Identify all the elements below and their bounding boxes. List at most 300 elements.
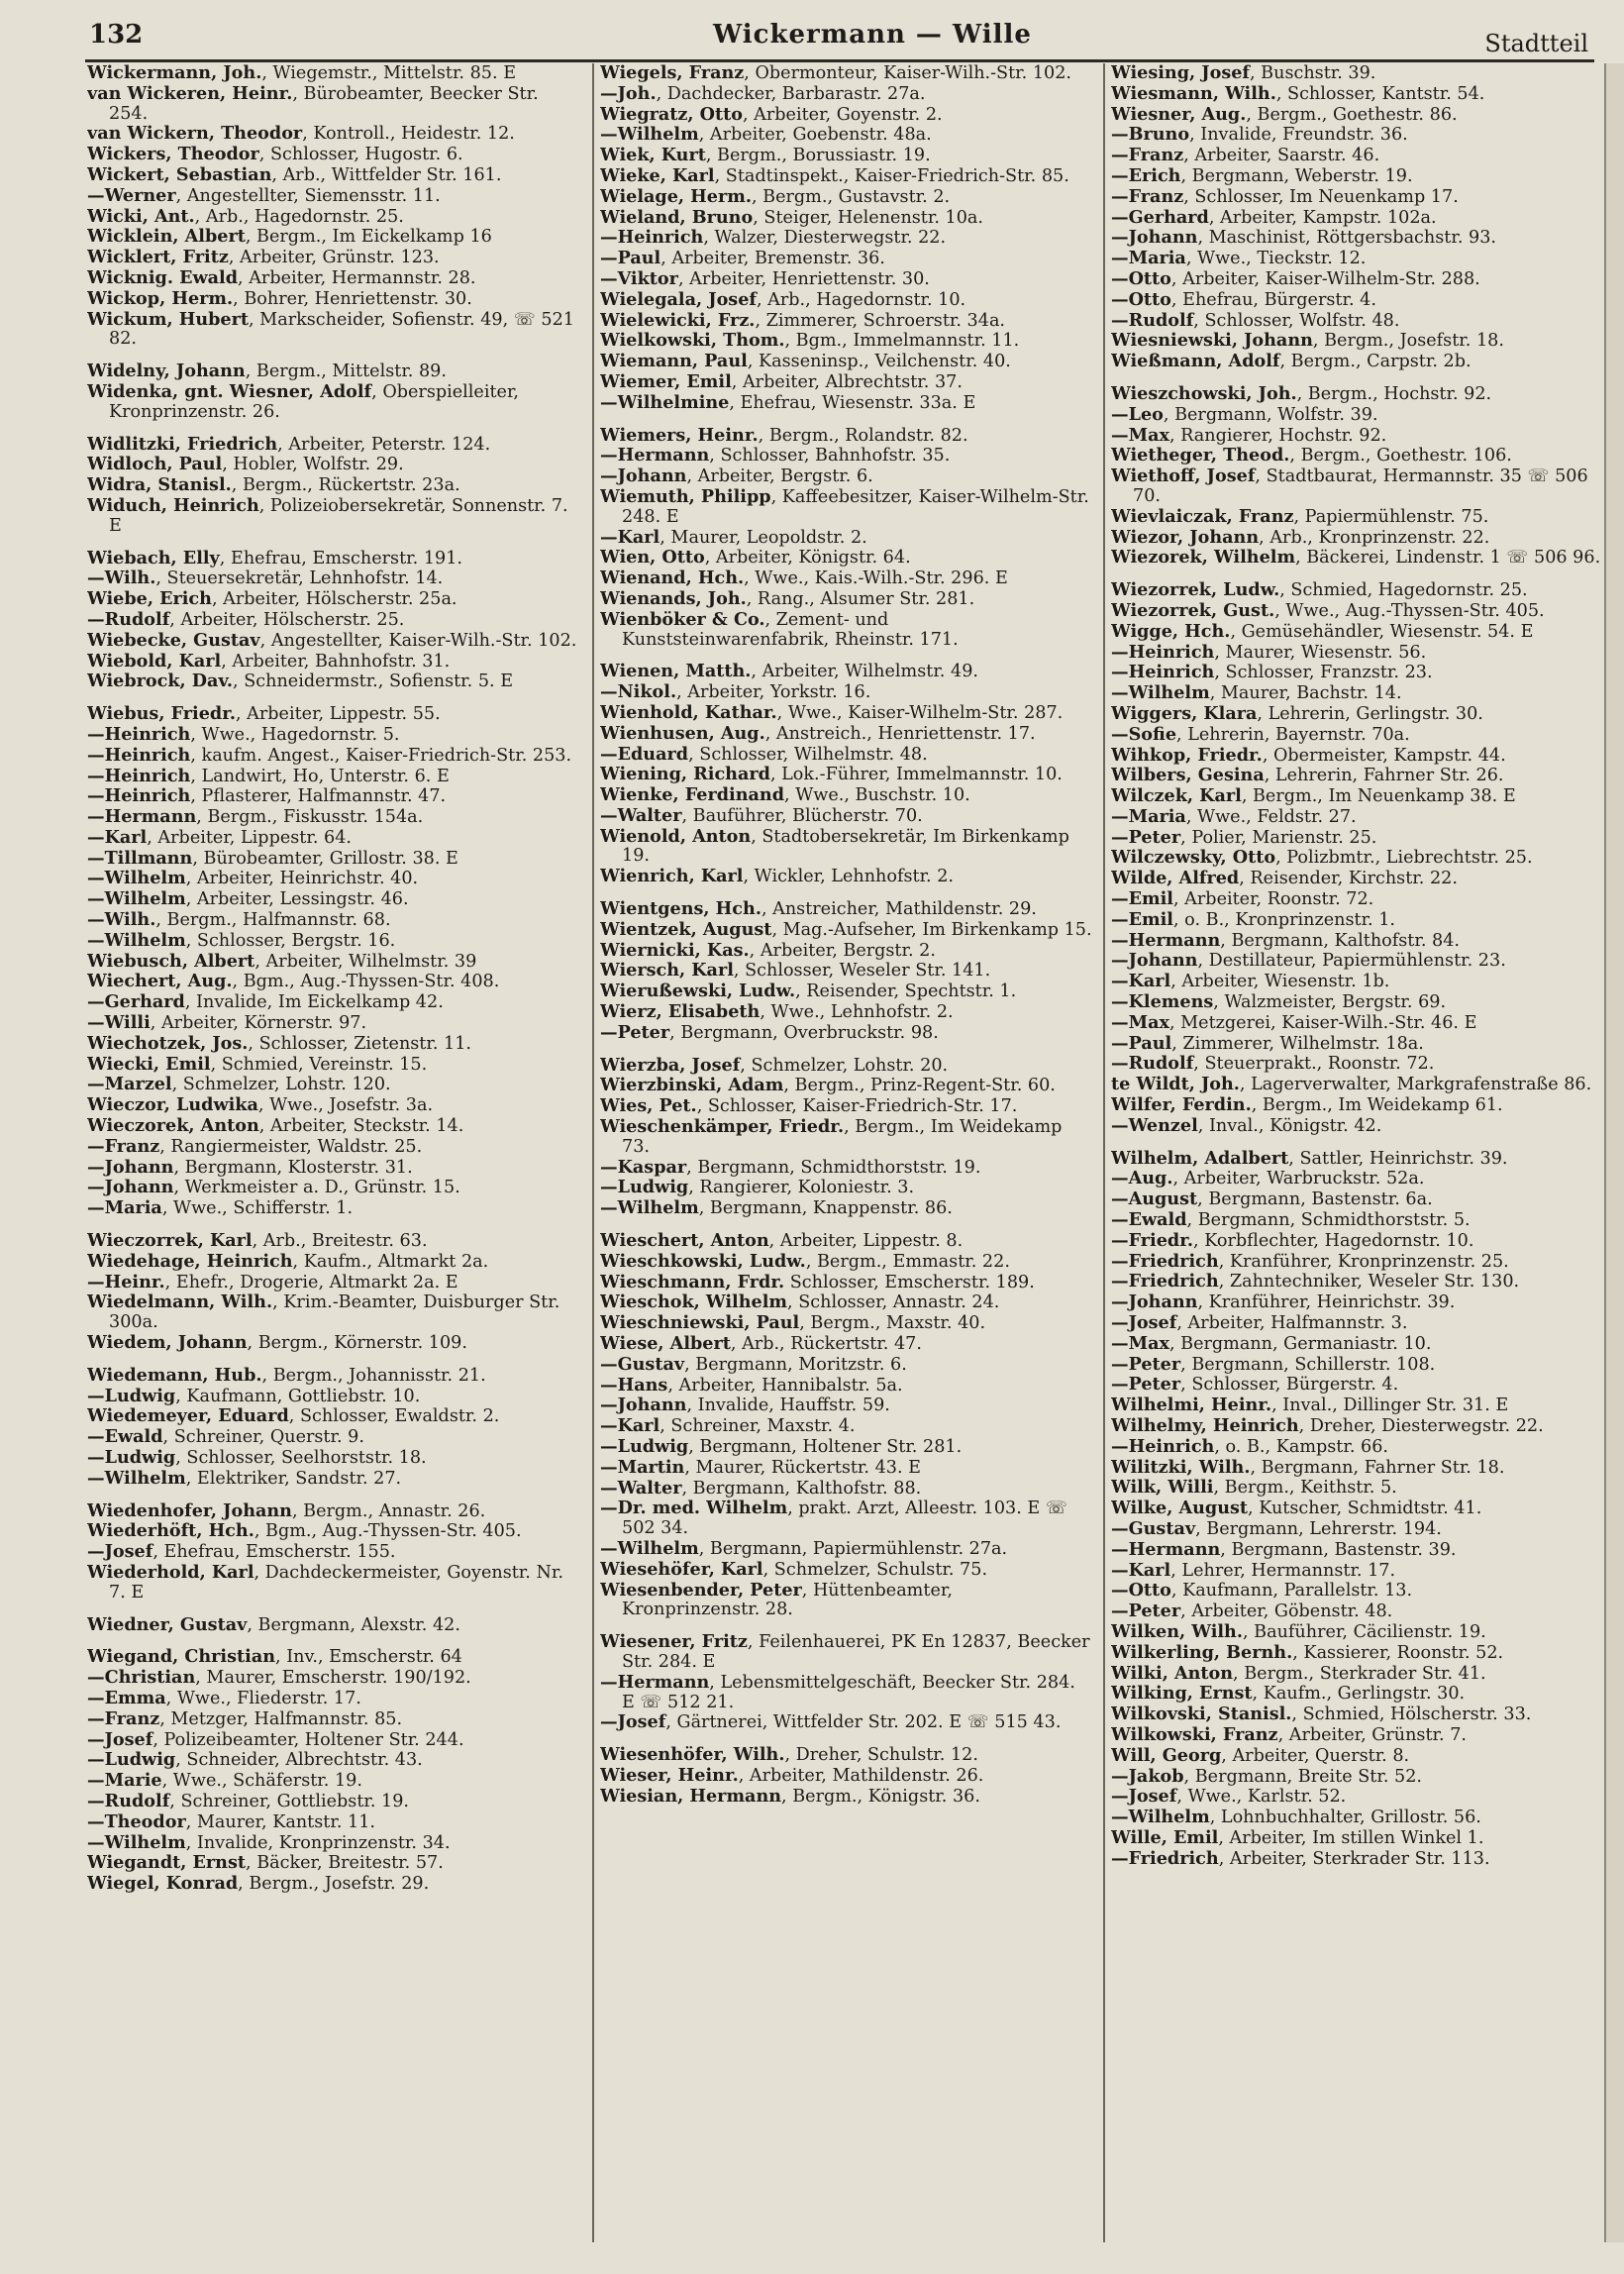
directory-entry bbox=[1111, 725, 1604, 746]
directory-entry bbox=[1111, 1643, 1604, 1664]
entry-details: , Lehrer, Hermannstr. 17. bbox=[1170, 1560, 1396, 1581]
directory-entry bbox=[1111, 290, 1604, 311]
entry-details: , Schlosser, Hugostr. 6. bbox=[258, 145, 463, 165]
directory-entry bbox=[1111, 269, 1604, 290]
entry-name: —Friedr. bbox=[1111, 1230, 1194, 1251]
entry-name: —Joh. bbox=[600, 83, 657, 104]
directory-entry bbox=[87, 807, 582, 828]
entry-details: , Schmied, Vereinstr. 15. bbox=[210, 1054, 428, 1075]
entry-details: , Bgm., Aug.-Thyssen-Str. 405. bbox=[254, 1521, 522, 1542]
entry-details: , Maurer, Leopoldstr. 2. bbox=[660, 527, 867, 548]
directory-entry bbox=[1111, 166, 1604, 187]
entry-details: , Steuersekretär, Lehnhofstr. 14. bbox=[155, 568, 444, 589]
entry-details: , Maurer, Bachstr. 14. bbox=[1209, 683, 1402, 704]
entry-details: , Polizbmtr., Liebrechtstr. 25. bbox=[1275, 848, 1533, 869]
entry-name: Wieschert, Anton bbox=[600, 1231, 769, 1252]
entry-details: , Lehrerin, Bayernstr. 70a. bbox=[1176, 724, 1410, 745]
directory-entry bbox=[87, 145, 582, 165]
entry-details: , Arbeiter, Lippestr. 64. bbox=[147, 827, 352, 848]
directory-entry bbox=[1111, 1210, 1604, 1231]
directory-entry bbox=[600, 331, 1093, 352]
directory-entry bbox=[600, 528, 1093, 549]
entry-name: Wiedehage, Heinrich bbox=[87, 1251, 293, 1272]
entry-details: , Schneidermstr., Sofienstr. 5. E bbox=[233, 672, 514, 692]
directory-entry bbox=[87, 672, 582, 692]
directory-entry bbox=[87, 455, 582, 475]
directory-entry bbox=[1111, 125, 1604, 146]
entry-details: Schlosser, Emscherstr. 189. bbox=[784, 1272, 1035, 1292]
entry-name: —Emil bbox=[1111, 909, 1173, 930]
directory-entry bbox=[87, 589, 582, 610]
entry-name: —Heinrich bbox=[87, 766, 191, 786]
directory-entry bbox=[600, 446, 1093, 466]
entry-details: , Bergmann, Alexstr. 42. bbox=[247, 1614, 460, 1635]
entry-details: , Arbeiter, Yorkstr. 16. bbox=[676, 682, 871, 703]
entry-name: —Jakob bbox=[1111, 1766, 1184, 1787]
directory-entry bbox=[87, 1521, 582, 1542]
entry-details: , Invalide, Freundstr. 36. bbox=[1189, 125, 1408, 146]
entry-details: , Bergm., Rückertstr. 23a. bbox=[231, 475, 460, 496]
entry-name: Wickert, Sebastian bbox=[87, 164, 272, 185]
entry-details: , Lok.-Führer, Immelmannstr. 10. bbox=[769, 765, 1063, 785]
entry-details: , prakt. Arzt, Alleestr. 103. E ☏ 502 34. bbox=[622, 1499, 1067, 1539]
entry-name: —Tillmann bbox=[87, 848, 193, 869]
directory-entry bbox=[600, 827, 1093, 868]
directory-entry bbox=[87, 952, 582, 973]
directory-entry bbox=[87, 1095, 582, 1116]
entry-details: , Wwe., Tieckstr. 12. bbox=[1185, 249, 1367, 269]
directory-entry bbox=[87, 725, 582, 746]
directory-entry bbox=[1111, 405, 1604, 426]
entry-details: , Wickler, Lehnhofstr. 2. bbox=[743, 867, 955, 887]
directory-entry bbox=[1111, 466, 1604, 507]
entry-name: Wietheger, Theod. bbox=[1111, 446, 1290, 466]
directory-entry bbox=[1111, 992, 1604, 1013]
entry-details: , Schmelzer, Lohstr. 20. bbox=[740, 1055, 949, 1076]
entry-name: Wilfer, Ferdin. bbox=[1111, 1095, 1252, 1116]
directory-entry bbox=[1111, 249, 1604, 269]
entry-details: , Bergmann, Schmidthorststr. 5. bbox=[1186, 1210, 1471, 1231]
entry-details: , Oberspielleiter, Kronprinzenstr. 26. bbox=[109, 381, 520, 422]
column-2 bbox=[600, 63, 1093, 1808]
entry-details: , Bergm., Johannisstr. 21. bbox=[261, 1365, 486, 1386]
entry-name: Wierußewski, Ludw. bbox=[600, 982, 796, 1002]
entry-details: , Bergm., Sterkrader Str. 41. bbox=[1233, 1663, 1486, 1684]
directory-entry bbox=[600, 899, 1093, 920]
entry-details: , Arb., Hagedornstr. 10. bbox=[756, 289, 966, 310]
entry-name: —Heinrich bbox=[1111, 1436, 1215, 1457]
directory-entry bbox=[600, 426, 1093, 447]
entry-name: Wienold, Anton bbox=[600, 826, 752, 847]
entry-name: Wiemann, Paul bbox=[600, 352, 748, 372]
entry-name: Widenka, gnt. Wiesner, Adolf bbox=[87, 381, 372, 402]
entry-name: —Paul bbox=[1111, 1033, 1172, 1054]
directory-entry bbox=[87, 1771, 582, 1792]
entry-name: —Gustav bbox=[1111, 1518, 1196, 1539]
entry-name: —Max bbox=[1111, 425, 1169, 446]
directory-entry bbox=[600, 1766, 1093, 1787]
entry-details: , Stadtbaurat, Hermannstr. 35 ☏ 506 70. bbox=[1133, 466, 1588, 506]
directory-entry bbox=[1111, 1787, 1604, 1808]
section-label: Stadtteil bbox=[1484, 30, 1588, 57]
entry-name: Wickum, Hubert bbox=[87, 309, 249, 330]
entry-details: , Bergmann, Overbruckstr. 98. bbox=[669, 1022, 939, 1043]
directory-entry bbox=[600, 785, 1093, 806]
entry-details: , Bergmann, Breite Str. 52. bbox=[1183, 1766, 1422, 1787]
entry-details: , Kaufmann, Parallelstr. 13. bbox=[1170, 1581, 1413, 1602]
directory-entry bbox=[87, 1387, 582, 1407]
entry-details: , Bergmann, Wolfstr. 39. bbox=[1163, 404, 1378, 425]
directory-entry bbox=[600, 1117, 1093, 1158]
entry-name: —Wilhelm bbox=[87, 1468, 186, 1489]
entry-name: Wickop, Herm. bbox=[87, 288, 234, 309]
entry-name: Wilkovski, Stanisl. bbox=[1111, 1705, 1292, 1725]
entry-name: Wiesner, Aug. bbox=[1111, 104, 1247, 125]
running-title: Wickermann — Wille bbox=[713, 20, 1032, 50]
directory-entry bbox=[600, 1023, 1093, 1044]
entry-name: —Eduard bbox=[600, 744, 689, 765]
entry-name: Wilkerling, Bernh. bbox=[1111, 1642, 1293, 1663]
directory-entry bbox=[600, 745, 1093, 766]
directory-entry bbox=[87, 1137, 582, 1158]
entry-details: , Maurer, Kantstr. 11. bbox=[185, 1811, 375, 1832]
directory-entry bbox=[87, 1252, 582, 1273]
directory-entry bbox=[87, 1178, 582, 1198]
directory-entry bbox=[600, 1158, 1093, 1179]
entry-details: , Bergmann, Weberstr. 19. bbox=[1180, 165, 1413, 186]
directory-entry bbox=[600, 920, 1093, 941]
directory-entry bbox=[1111, 331, 1604, 352]
entry-details: , Arbeiter, Lippestr. 55. bbox=[235, 704, 441, 725]
entry-name: Wiebrock, Dav. bbox=[87, 672, 234, 692]
directory-entry bbox=[87, 1501, 582, 1522]
directory-entry bbox=[1111, 746, 1604, 767]
directory-entry bbox=[600, 1458, 1093, 1479]
directory-entry bbox=[87, 165, 582, 186]
entry-name: —Wilhelm bbox=[87, 930, 186, 951]
entry-name: Wientgens, Hch. bbox=[600, 899, 761, 920]
entry-name: Wieczorek, Anton bbox=[87, 1116, 259, 1137]
entry-details: , Kaufmann, Gottliebstr. 10. bbox=[175, 1386, 421, 1406]
entry-details: , Obermonteur, Kaiser-Wilh.-Str. 102. bbox=[744, 63, 1072, 83]
entry-name: Wieschniewski, Paul bbox=[600, 1313, 800, 1334]
entry-name: Wieke, Karl bbox=[600, 165, 715, 186]
entry-name: —Emil bbox=[1111, 889, 1173, 910]
entry-details: , Kontroll., Heidestr. 12. bbox=[302, 124, 515, 145]
entry-name: Wiegratz, Otto bbox=[600, 104, 743, 125]
directory-entry bbox=[87, 1709, 582, 1730]
directory-entry bbox=[1111, 228, 1604, 249]
entry-name: Wienke, Ferdinand bbox=[600, 785, 785, 806]
entry-details: , Bäckerei, Lindenstr. 1 ☏ 506 96. bbox=[1295, 548, 1601, 568]
entry-details: , Arbeiter, Kaiser-Wilhelm-Str. 288. bbox=[1170, 268, 1480, 289]
entry-details: , Steiger, Helenenstr. 10a. bbox=[753, 207, 983, 228]
entry-details: , Inv., Emscherstr. 64 bbox=[275, 1647, 462, 1668]
entry-name: Wienrich, Karl bbox=[600, 867, 744, 887]
entry-details: , Wwe., Lehnhofstr. 2. bbox=[760, 1002, 954, 1023]
entry-name: Wiebe, Erich bbox=[87, 589, 212, 610]
directory-entry bbox=[600, 1198, 1093, 1219]
directory-entry bbox=[87, 869, 582, 889]
directory-entry bbox=[87, 1231, 582, 1252]
entry-gap bbox=[87, 1490, 582, 1501]
entry-details: , Polizeiobersekretär, Sonnenstr. 7. E bbox=[109, 495, 568, 536]
entry-details: , Stadtobersekretär, Im Birkenkamp 19. bbox=[622, 826, 1069, 867]
directory-entry bbox=[1111, 951, 1604, 972]
directory-entry bbox=[1111, 1664, 1604, 1685]
directory-entry bbox=[87, 767, 582, 787]
entry-name: —Klemens bbox=[1111, 992, 1214, 1013]
entry-details: , Arbeiter, Bahnhofstr. 31. bbox=[221, 651, 451, 672]
directory-entry bbox=[87, 704, 582, 725]
entry-details: , Arbeiter, Mathildenstr. 26. bbox=[738, 1765, 984, 1786]
directory-entry bbox=[1111, 1149, 1604, 1170]
page-number: 132 bbox=[89, 20, 144, 50]
entry-details: , Bergm., Mittelstr. 89. bbox=[245, 362, 447, 382]
entry-details: , Schmied, Hölscherstr. 33. bbox=[1291, 1705, 1532, 1725]
directory-entry bbox=[600, 662, 1093, 682]
directory-entry bbox=[87, 1615, 582, 1636]
entry-name: Wiebold, Karl bbox=[87, 651, 222, 672]
directory-entry bbox=[87, 63, 582, 84]
entry-name: —Ludwig bbox=[87, 1448, 176, 1468]
entry-details: , Invalide, Kronprinzenstr. 34. bbox=[185, 1832, 451, 1853]
entry-gap bbox=[87, 423, 582, 435]
entry-name: —Martin bbox=[600, 1457, 685, 1478]
directory-entry bbox=[1111, 663, 1604, 683]
entry-name: te Wildt, Joh. bbox=[1111, 1075, 1240, 1095]
directory-entry bbox=[87, 746, 582, 767]
entry-name: van Wickeren, Heinr. bbox=[87, 83, 293, 104]
entry-gap bbox=[87, 1635, 582, 1647]
entry-name: —Maria bbox=[1111, 249, 1186, 269]
entry-name: Wiebusch, Albert bbox=[87, 951, 255, 972]
entry-name: —Emma bbox=[87, 1688, 166, 1708]
entry-name: —Johann bbox=[87, 1157, 174, 1178]
entry-details: , Schlosser, Bahnhofstr. 35. bbox=[709, 446, 951, 466]
entry-name: Wieczor, Ludwika bbox=[87, 1095, 258, 1116]
entry-details: , Bergmann, Holtener Str. 281. bbox=[688, 1437, 963, 1457]
entry-name: —Karl bbox=[1111, 972, 1171, 992]
directory-entry bbox=[1111, 601, 1604, 622]
entry-name: Wiedner, Gustav bbox=[87, 1614, 248, 1635]
directory-entry bbox=[87, 992, 582, 1013]
entry-name: Wiegandt, Ernst bbox=[87, 1853, 247, 1874]
entry-details: , Ehefrau, Wiesenstr. 33a. E bbox=[729, 392, 976, 413]
directory-entry bbox=[600, 1076, 1093, 1096]
entry-details: , Schlosser, Im Neuenkamp 17. bbox=[1183, 186, 1459, 207]
entry-details: , Maurer, Wiesenstr. 56. bbox=[1214, 642, 1427, 663]
directory-entry bbox=[1111, 507, 1604, 528]
directory-entry bbox=[600, 1313, 1093, 1334]
entry-details: , Hüttenbeamter, Kronprinzenstr. 28. bbox=[622, 1580, 953, 1620]
entry-details: , Wwe., Buschstr. 10. bbox=[784, 785, 970, 806]
entry-name: Wiederhöft, Hch. bbox=[87, 1521, 254, 1542]
entry-name: —Franz bbox=[1111, 146, 1184, 166]
entry-name: Wiezorrek, Gust. bbox=[1111, 600, 1275, 621]
directory-entry bbox=[600, 806, 1093, 827]
entry-name: —Dr. med. Wilhelm bbox=[600, 1499, 788, 1519]
entry-details: , Bergm., Annastr. 26. bbox=[291, 1500, 486, 1521]
entry-gap bbox=[87, 1219, 582, 1231]
entry-gap bbox=[600, 1620, 1093, 1632]
entry-name: —Karl bbox=[87, 827, 148, 848]
entry-name: Wilczewsky, Otto bbox=[1111, 848, 1276, 869]
directory-entry bbox=[87, 248, 582, 268]
entry-details: , Inval., Königstr. 42. bbox=[1197, 1115, 1382, 1136]
entry-details: , Arbeiter, Steckstr. 14. bbox=[258, 1116, 464, 1137]
entry-details: , Bergmann, Kalthofstr. 88. bbox=[681, 1478, 922, 1499]
entry-details: , Kaffeebesitzer, Kaiser-Wilhelm-Str. 248. E bbox=[622, 486, 1089, 527]
entry-name: —Hans bbox=[600, 1375, 668, 1395]
entry-details: , Hobler, Wolfstr. 29. bbox=[222, 455, 404, 475]
entry-details: , Korbflechter, Hagedornstr. 10. bbox=[1193, 1230, 1474, 1251]
directory-entry bbox=[1111, 1075, 1604, 1095]
entry-name: —Werner bbox=[87, 185, 176, 206]
entry-name: Wilhelm, Adalbert bbox=[1111, 1148, 1289, 1169]
directory-entry bbox=[1111, 828, 1604, 849]
entry-details: , Lehrerin, Gerlingstr. 30. bbox=[1257, 703, 1483, 724]
directory-entry bbox=[87, 1292, 582, 1333]
directory-entry bbox=[600, 1745, 1093, 1766]
entry-name: Will, Georg bbox=[1111, 1745, 1222, 1766]
entry-details: , Kaufm., Altmarkt 2a. bbox=[292, 1251, 489, 1272]
directory-entry bbox=[87, 1427, 582, 1448]
entry-details: , Markscheider, Sofienstr. 49, ☏ 521 82. bbox=[109, 309, 574, 350]
entry-name: —Wilhelm bbox=[87, 1832, 186, 1853]
directory-entry bbox=[600, 703, 1093, 724]
entry-name: —Wenzel bbox=[1111, 1115, 1198, 1136]
running-header bbox=[0, 0, 1624, 61]
entry-name: —Friedrich bbox=[1111, 1848, 1219, 1869]
directory-entry bbox=[87, 889, 582, 910]
entry-details: , Schlosser, Seelhorststr. 18. bbox=[175, 1448, 427, 1468]
entry-name: —Franz bbox=[87, 1136, 160, 1157]
entry-name: Wihkop, Friedr. bbox=[1111, 745, 1263, 766]
entry-details: , Pflasterer, Halfmannstr. 47. bbox=[190, 786, 447, 807]
directory-entry bbox=[1111, 1272, 1604, 1292]
directory-entry bbox=[1111, 1808, 1604, 1828]
entry-details: , Angestellter, Kaiser-Wilh.-Str. 102. bbox=[259, 630, 577, 651]
entry-name: —Max bbox=[1111, 1012, 1169, 1033]
entry-details: , Reisender, Kirchstr. 22. bbox=[1239, 869, 1458, 889]
entry-details: , Lehrerin, Fahrner Str. 26. bbox=[1264, 766, 1504, 786]
entry-name: Wilczek, Karl bbox=[1111, 786, 1242, 807]
entry-details: , Dreher, Schulstr. 12. bbox=[784, 1745, 978, 1766]
entry-name: —Josef bbox=[1111, 1313, 1177, 1334]
entry-name: —Walter bbox=[600, 1478, 682, 1499]
directory-entry bbox=[1111, 1375, 1604, 1395]
directory-entry bbox=[600, 765, 1093, 785]
entry-name: Wiecki, Emil bbox=[87, 1054, 211, 1075]
entry-name: Wierzbinski, Adam bbox=[600, 1076, 784, 1096]
directory-entry bbox=[600, 1273, 1093, 1293]
entry-details: , Arbeiter, Hölscherstr. 25. bbox=[169, 609, 405, 630]
entry-name: Wießmann, Adolf bbox=[1111, 352, 1280, 372]
entry-details: , Wwe., Fliederstr. 17. bbox=[165, 1688, 361, 1708]
directory-entry bbox=[600, 1787, 1093, 1808]
entry-name: —Nikol. bbox=[600, 682, 677, 703]
directory-entry bbox=[87, 1792, 582, 1812]
entry-name: Wiezorek, Wilhelm bbox=[1111, 548, 1296, 568]
directory-entry bbox=[87, 1055, 582, 1076]
entry-name: —Wilhelm bbox=[600, 125, 699, 146]
entry-name: Wieser, Heinr. bbox=[600, 1765, 739, 1786]
entry-name: —Johann bbox=[1111, 951, 1198, 972]
directory-entry bbox=[600, 1376, 1093, 1396]
directory-entry bbox=[87, 568, 582, 589]
entry-name: —Hermann bbox=[600, 446, 710, 466]
directory-entry bbox=[87, 1668, 582, 1689]
entry-name: —Johann bbox=[1111, 1292, 1198, 1313]
entry-details: , Bergm., Carpstr. 2b. bbox=[1279, 352, 1472, 372]
column-divider bbox=[1103, 63, 1105, 2242]
directory-entry bbox=[1111, 146, 1604, 166]
entry-name: —Christian bbox=[87, 1668, 196, 1689]
directory-entry bbox=[87, 84, 582, 125]
entry-name: Wiechert, Aug. bbox=[87, 972, 233, 992]
entry-name: Widlitzki, Friedrich bbox=[87, 434, 278, 455]
entry-details: , Bergmann, Klosterstr. 31. bbox=[173, 1157, 413, 1178]
entry-name: Wievlaiczak, Franz bbox=[1111, 506, 1294, 527]
entry-details: , Ehefr., Drogerie, Altmarkt 2a. E bbox=[164, 1272, 458, 1292]
entry-name: —Gustav bbox=[600, 1354, 685, 1375]
entry-name: Wiesenbender, Peter bbox=[600, 1580, 802, 1601]
entry-details: , Arbeiter, Bremenstr. 36. bbox=[660, 249, 885, 269]
entry-gap bbox=[600, 414, 1093, 426]
entry-details: , Dachdecker, Barbarastr. 27a. bbox=[656, 83, 926, 104]
entry-name: —Heinrich bbox=[87, 745, 191, 766]
entry-name: Wiggers, Klara bbox=[1111, 703, 1258, 724]
directory-entry bbox=[1111, 580, 1604, 601]
adjacent-page-edge bbox=[1604, 63, 1624, 2242]
directory-entry bbox=[1111, 426, 1604, 447]
entry-name: Wiemuth, Philipp bbox=[600, 486, 771, 507]
entry-gap bbox=[600, 1733, 1093, 1745]
entry-details: , Rangiermeister, Waldstr. 25. bbox=[159, 1136, 423, 1157]
entry-details: , Wwe., Feldstr. 27. bbox=[1185, 806, 1357, 827]
entry-details: , Wwe., Josefstr. 3a. bbox=[257, 1095, 434, 1116]
entry-name: Wiebach, Elly bbox=[87, 548, 220, 568]
entry-name: —Karl bbox=[600, 1416, 660, 1437]
directory-entry bbox=[600, 1334, 1093, 1355]
directory-entry bbox=[87, 610, 582, 631]
entry-name: Wicklein, Albert bbox=[87, 227, 246, 248]
entry-details: , Bergm., Goethestr. 106. bbox=[1289, 446, 1512, 466]
entry-details: , Bauführer, Blücherstr. 70. bbox=[681, 805, 923, 826]
entry-name: Wienen, Matth. bbox=[600, 662, 752, 682]
entry-details: , o. B., Kampstr. 66. bbox=[1214, 1436, 1389, 1457]
entry-details: , Bergm., Goethestr. 86. bbox=[1246, 104, 1458, 125]
entry-details: , Wwe., Schifferstr. 1. bbox=[161, 1198, 354, 1219]
entry-name: Wienböker & Co. bbox=[600, 609, 765, 630]
entry-details: , Arbeiter, Goyenstr. 2. bbox=[742, 104, 943, 125]
entry-name: —Kaspar bbox=[600, 1157, 687, 1178]
entry-name: Widra, Stanisl. bbox=[87, 475, 232, 496]
entry-details: , Arbeiter, Sterkrader Str. 113. bbox=[1218, 1848, 1490, 1869]
directory-entry bbox=[600, 372, 1093, 393]
directory-entry bbox=[600, 1581, 1093, 1621]
directory-entry bbox=[1111, 1602, 1604, 1622]
entry-gap bbox=[1111, 568, 1604, 580]
directory-entry bbox=[600, 1231, 1093, 1252]
directory-entry bbox=[87, 435, 582, 456]
entry-details: , Walzer, Diesterwegstr. 22. bbox=[703, 228, 947, 249]
entry-name: Wilbers, Gesina bbox=[1111, 766, 1265, 786]
entry-details: , Landwirt, Ho, Unterstr. 6. E bbox=[190, 766, 450, 786]
directory-entry bbox=[1111, 807, 1604, 828]
entry-name: —Peter bbox=[1111, 1354, 1181, 1375]
